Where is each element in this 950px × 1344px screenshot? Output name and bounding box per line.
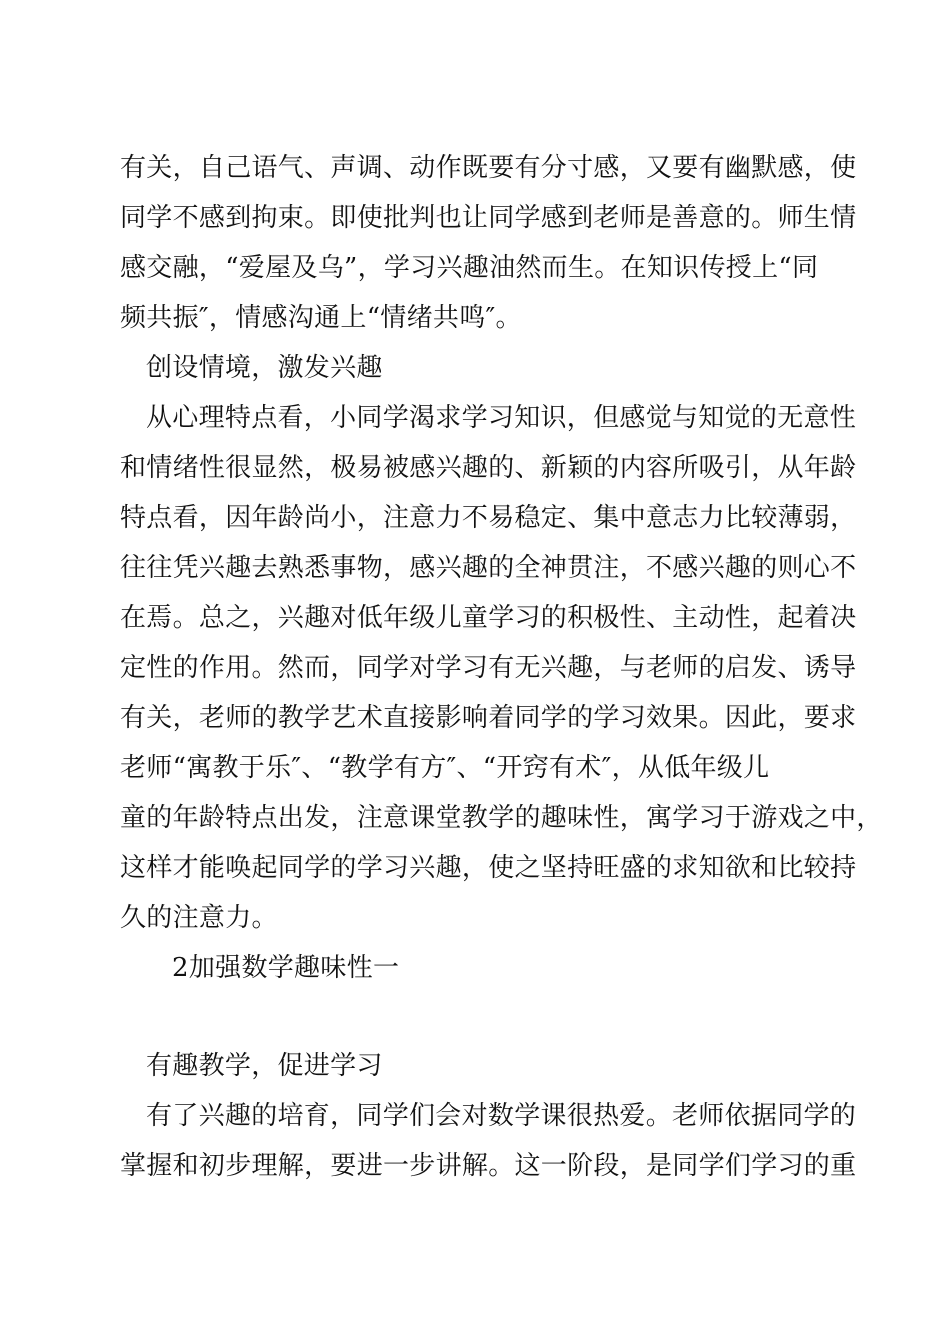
paragraph-line: 感交融，“爱屋及乌”，学习兴趣油然而生。在知识传授上“同 [120,253,819,283]
paragraph-line: 从心理特点看，小同学渴求学习知识，但感觉与知觉的无意性 [146,403,857,433]
paragraph-line: 特点看，因年龄尚小，注意力不易稳定、集中意志力比较薄弱， [120,503,857,533]
paragraph-line: 同学不感到拘束。即使批判也让同学感到老师是善意的。师生情 [120,203,857,233]
paragraph-line: 定性的作用。然而，同学对学习有无兴趣，与老师的启发、诱导 [120,653,857,683]
paragraph-line: 有了兴趣的培育，同学们会对数学课很热爱。老师依据同学的 [146,1101,857,1131]
paragraph-line: 久的注意力。 [120,903,278,933]
paragraph-line: 和情绪性很显然，极易被感兴趣的、新颖的内容所吸引，从年龄 [120,453,857,483]
paragraph-line: 有关，老师的教学艺术直接影响着同学的学习效果。因此，要求 [120,703,857,733]
paragraph-line: 掌握和初步理解，要进一步讲解。这一阶段，是同学们学习的重 [120,1151,857,1181]
section-heading: 有趣教学，促进学习 [146,1051,383,1081]
section-heading: 创设情境，激发兴趣 [146,353,383,383]
paragraph-line: 老师“寓教于乐″、“教学有方″、“开窍有术″，从低年级儿 [120,753,770,783]
paragraph-line: 在焉。总之，兴趣对低年级儿童学习的积极性、主动性，起着决 [120,603,857,633]
paragraph-line: 频共振″，情感沟通上“情绪共鸣″。 [120,303,522,333]
paragraph-line: 有关，自己语气、声调、动作既要有分寸感，又要有幽默感，使 [120,153,857,183]
paragraph-line: 往往凭兴趣去熟悉事物，感兴趣的全神贯注，不感兴趣的则心不 [120,553,857,583]
paragraph-line: 童的年龄特点出发，注意课堂教学的趣味性，寓学习于游戏之中， [120,803,883,833]
paragraph-line: 这样才能唤起同学的学习兴趣，使之坚持旺盛的求知欲和比较持 [120,853,857,883]
section-heading: 2加强数学趣味性一 [172,953,400,983]
